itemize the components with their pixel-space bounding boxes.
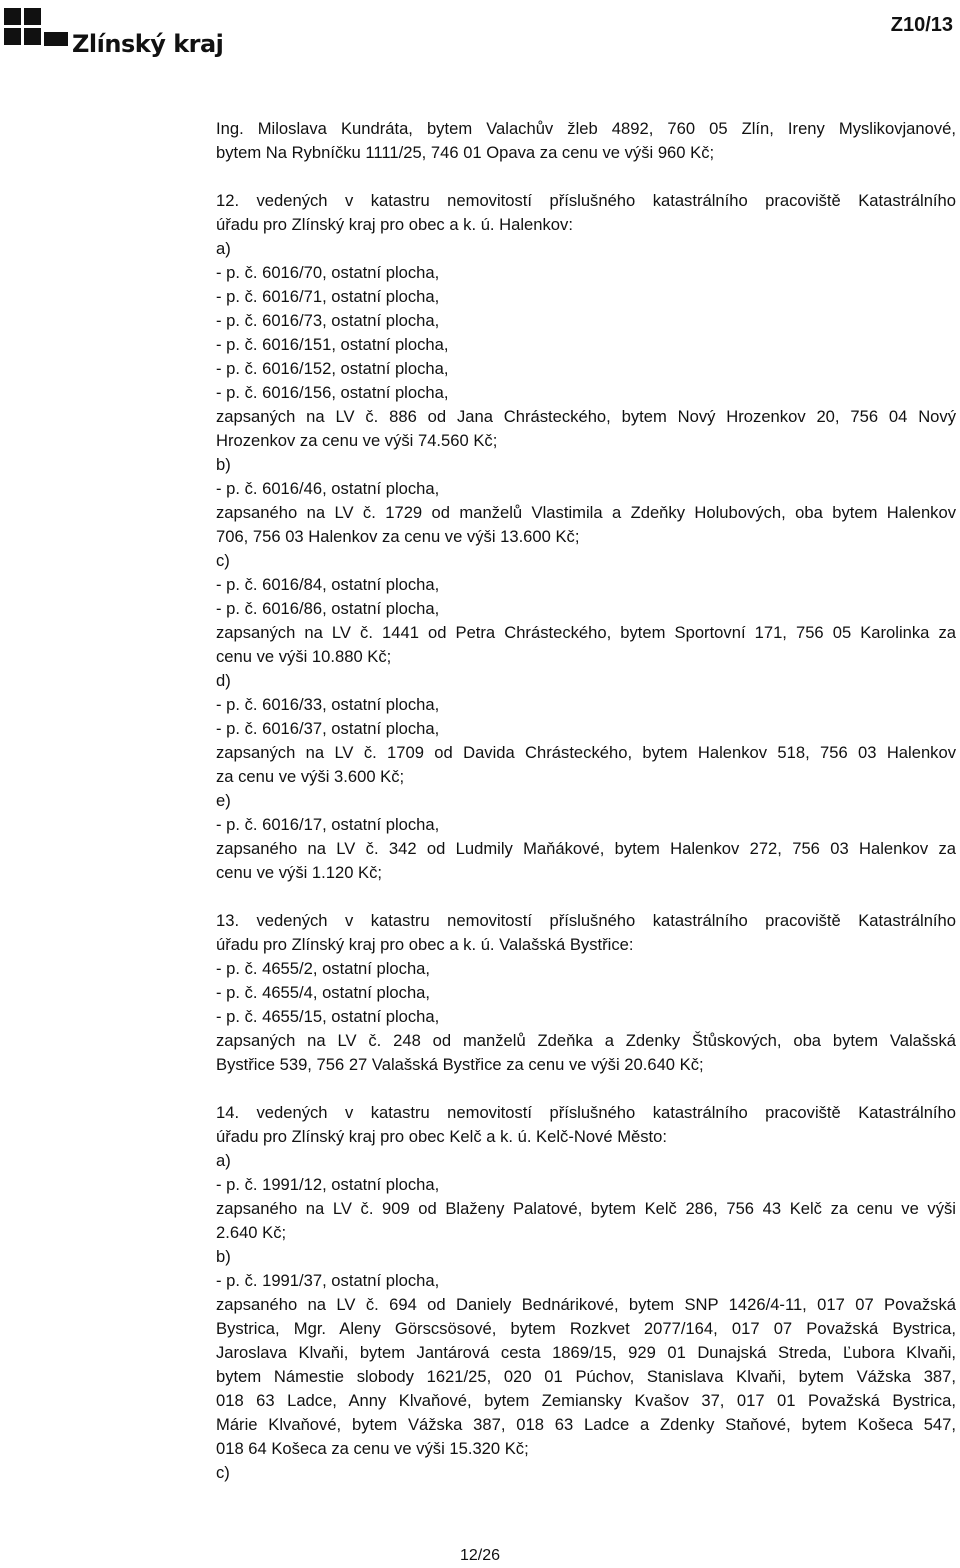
paragraph-spacer: [216, 165, 956, 189]
text-line: - p. č. 4655/15, ostatní plocha,: [216, 1007, 440, 1026]
text-line: zapsaných na LV č. 1709 od Davida Chrásteckého, bytem Halenkov 518, 756 03 Halenkov: [216, 743, 956, 762]
text-line: Bystřice 539, 756 27 Valašská Bystřice za cenu ve výši 20.640 Kč;: [216, 1055, 704, 1074]
text-line: za cenu ve výši 3.600 Kč;: [216, 767, 405, 786]
logo-square-icon: [24, 8, 41, 25]
text-line: c): [216, 551, 230, 570]
text-line: - p. č. 6016/37, ostatní plocha,: [216, 719, 440, 738]
text-line: zapsaných na LV č. 886 od Jana Chrásteckého, bytem Nový Hrozenkov 20, 756 04 Nový: [216, 407, 956, 426]
text-line: 2.640 Kč;: [216, 1223, 287, 1242]
text-line: - p. č. 6016/71, ostatní plocha,: [216, 287, 440, 306]
text-line: c): [216, 1463, 230, 1482]
text-line: zapsaných na LV č. 1441 od Petra Chrásteckého, bytem Sportovní 171, 756 05 Karolinka za: [216, 623, 956, 642]
text-line: úřadu pro Zlínský kraj pro obec a k. ú. Halenkov:: [216, 215, 573, 234]
logo-bar-icon: [44, 32, 68, 46]
text-line: - p. č. 6016/33, ostatní plocha,: [216, 695, 440, 714]
text-line: - p. č. 6016/86, ostatní plocha,: [216, 599, 440, 618]
text-line: - p. č. 6016/17, ostatní plocha,: [216, 815, 440, 834]
text-line: - p. č. 6016/70, ostatní plocha,: [216, 263, 440, 282]
paragraph: [216, 909, 956, 1077]
document-code: Z10/13: [890, 14, 953, 36]
text-line: úřadu pro Zlínský kraj pro obec Kelč a k. ú. Kelč-Nové Město:: [216, 1127, 667, 1146]
text-line: - p. č. 6016/151, ostatní plocha,: [216, 335, 449, 354]
logo-square-icon: [4, 8, 21, 25]
text-line: zapsaných na LV č. 248 od manželů Zdeňka a Zdenky Štůskových, oba bytem Valašská: [216, 1031, 956, 1050]
text-line: cenu ve výši 10.880 Kč;: [216, 647, 392, 666]
text-line: - p. č. 1991/12, ostatní plocha,: [216, 1175, 440, 1194]
text-line: cenu ve výši 1.120 Kč;: [216, 863, 383, 882]
text-line: b): [216, 455, 231, 474]
text-line: 12. vedených v katastru nemovitostí příslušného katastrálního pracoviště Katastrálního: [216, 191, 956, 210]
text-line: bytem Námestie slobody 1621/25, 020 01 Púchov, Stanislava Klvaňi, bytem Vážska 387,: [216, 1367, 956, 1386]
text-line: Hrozenkov za cenu ve výši 74.560 Kč;: [216, 431, 498, 450]
text-line: a): [216, 1151, 231, 1170]
text-line: 018 64 Košeca za cenu ve výši 15.320 Kč;: [216, 1439, 529, 1458]
text-line: - p. č. 6016/152, ostatní plocha,: [216, 359, 449, 378]
text-line: zapsaného na LV č. 694 od Daniely Bednárikové, bytem SNP 1426/4-11, 017 07 Považská: [216, 1295, 956, 1314]
text-line: - p. č. 1991/37, ostatní plocha,: [216, 1271, 440, 1290]
text-line: úřadu pro Zlínský kraj pro obec a k. ú. Valašská Bystřice:: [216, 935, 634, 954]
text-line: - p. č. 4655/2, ostatní plocha,: [216, 959, 431, 978]
text-line: Jaroslava Klvaňi, bytem Jantárová cesta 1869/15, 929 01 Dunajská Streda, Ľubora Klvaňi,: [216, 1343, 956, 1362]
text-line: 018 63 Ladce, Anny Klvaňové, bytem Zemiansky Kvašov 37, 017 01 Považská Bystrica,: [216, 1391, 956, 1410]
text-line: zapsaného na LV č. 1729 od manželů Vlastimila a Zdeňky Holubových, oba bytem Halenkov: [216, 503, 956, 522]
text-line: - p. č. 6016/46, ostatní plocha,: [216, 479, 440, 498]
text-line: d): [216, 671, 231, 690]
text-line: - p. č. 6016/73, ostatní plocha,: [216, 311, 440, 330]
text-line: Ing. Miloslava Kundráta, bytem Valachův žleb 4892, 760 05 Zlín, Ireny Myslikovjanové,: [216, 119, 956, 138]
text-line: - p. č. 4655/4, ostatní plocha,: [216, 983, 431, 1002]
text-line: Márie Klvaňové, bytem Vážska 387, 018 63 Ladce a Zdenky Staňové, bytem Košeca 547,: [216, 1415, 956, 1434]
paragraph: [216, 1101, 956, 1485]
text-line: 706, 756 03 Halenkov za cenu ve výši 13.600 Kč;: [216, 527, 580, 546]
paragraph-spacer: [216, 1077, 956, 1101]
text-line: Bystrica, Mgr. Aleny Görscsösové, bytem Rozkvet 2077/164, 017 07 Považská Bystrica,: [216, 1319, 956, 1338]
logo-text: Zlínský kraj: [72, 30, 224, 58]
text-line: - p. č. 6016/84, ostatní plocha,: [216, 575, 440, 594]
text-line: 14. vedených v katastru nemovitostí příslušného katastrálního pracoviště Katastrálního: [216, 1103, 956, 1122]
paragraph: [216, 189, 956, 885]
page-number: 12/26: [459, 1547, 501, 1564]
document-body: [216, 117, 956, 1485]
paragraph: [216, 117, 956, 165]
text-line: a): [216, 239, 231, 258]
zlinsky-kraj-logo: [4, 8, 224, 58]
text-line: - p. č. 6016/156, ostatní plocha,: [216, 383, 449, 402]
text-line: 13. vedených v katastru nemovitostí příslušného katastrálního pracoviště Katastrálního: [216, 911, 956, 930]
text-line: e): [216, 791, 231, 810]
text-line: zapsaného na LV č. 909 od Blaženy Palatové, bytem Kelč 286, 756 43 Kelč za cenu ve výši: [216, 1199, 956, 1218]
logo-square-icon: [24, 28, 41, 45]
paragraph-spacer: [216, 885, 956, 909]
logo-square-icon: [4, 28, 21, 45]
text-line: b): [216, 1247, 231, 1266]
text-line: bytem Na Rybníčku 1111/25, 746 01 Opava za cenu ve výši 960 Kč;: [216, 143, 715, 162]
text-line: zapsaného na LV č. 342 od Ludmily Maňákové, bytem Halenkov 272, 756 03 Halenkov za: [216, 839, 956, 858]
